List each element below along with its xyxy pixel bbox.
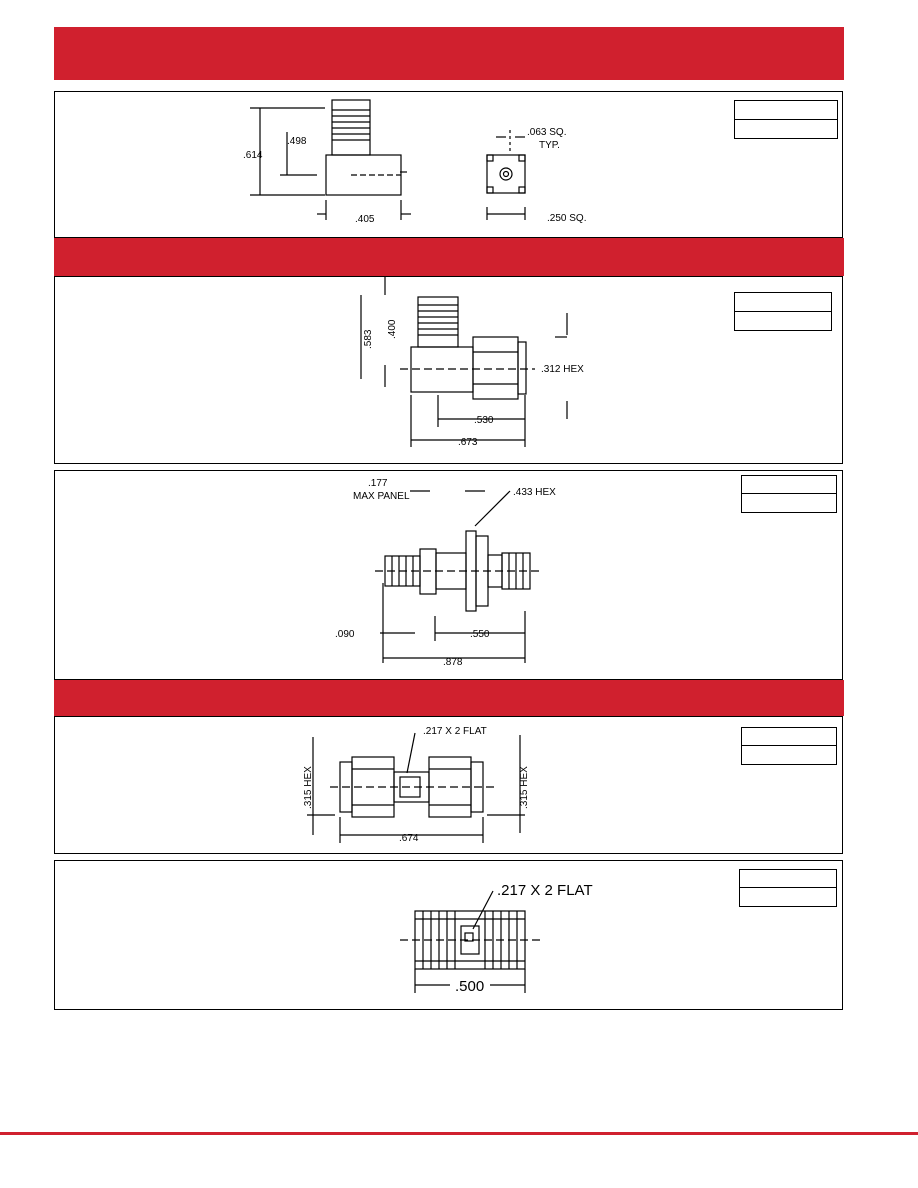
drawing-right-angle-adapter [55, 277, 844, 465]
panel-female-female-adapter [54, 860, 843, 1010]
dim-body-length: .530 [474, 415, 494, 426]
drawing-female-female-adapter [55, 861, 844, 1011]
dim-overall-length: .673 [458, 437, 478, 448]
dim-right-length: .550 [470, 629, 490, 640]
dim-flat: .217 X 2 FLAT [497, 882, 593, 899]
dim-overall-height: .614 [243, 150, 263, 161]
dim-overall-length: .878 [443, 657, 463, 668]
dim-footprint: .250 SQ. [547, 213, 587, 224]
dim-left-hex: .315 HEX [303, 766, 314, 809]
panel-bulkhead-adapter [54, 470, 843, 680]
panel-right-angle-adapter [54, 276, 843, 464]
dim-center-height: .400 [387, 319, 398, 339]
dim-flat: .217 X 2 FLAT [423, 726, 487, 737]
dim-left-length: .090 [335, 629, 355, 640]
dim-hex: .433 HEX [513, 487, 556, 498]
dim-overall-length: .674 [399, 833, 419, 844]
panel-male-male-adapter [54, 716, 843, 854]
dim-body-height: .498 [287, 136, 307, 147]
section-band-4 [54, 680, 844, 716]
dim-width: .405 [355, 214, 375, 225]
dim-panel-thickness: .177 [368, 478, 388, 489]
dim-hex: .312 HEX [541, 364, 584, 375]
section-band-2 [54, 238, 844, 276]
dim-overall-length: .500 [455, 978, 485, 995]
dim-pin-typ: TYP. [539, 140, 560, 151]
panel-right-angle-pcb-connector [54, 91, 843, 238]
dim-panel-label: MAX PANEL [353, 491, 410, 502]
footer-rule [0, 1132, 918, 1135]
drawing-bulkhead-adapter [55, 471, 844, 681]
drawing-male-male-adapter [55, 717, 844, 855]
drawing-right-angle-pcb-connector [55, 92, 844, 239]
dim-right-hex: .315 HEX [519, 766, 530, 809]
dim-pin-square: .063 SQ. [527, 127, 567, 138]
header-band [54, 27, 844, 80]
dim-height: .583 [363, 329, 374, 349]
